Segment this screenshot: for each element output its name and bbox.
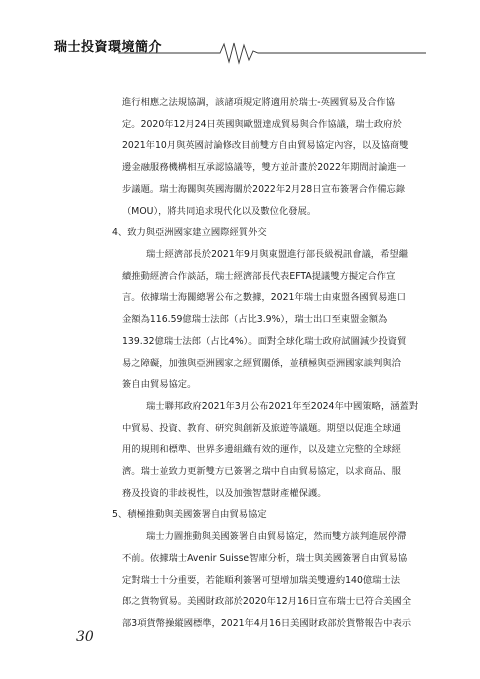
section-heading: 5、積極推動與美國簽署自由貿易協定	[112, 509, 267, 520]
paragraph-line: 濟。瑞士並致力更新雙方已簽署之瑞中自由貿易協定，以求商品、服	[122, 466, 401, 477]
paragraph-line: 139.32億瑞士法郎（占比4%）。面對全球化瑞士政府試圖減少投資貿	[122, 336, 407, 347]
paragraph-line: 步議題。瑞士海關與英國海關於2022年2月28日宣布簽署合作備忘錄	[122, 184, 406, 195]
paragraph-line: 進行相應之法規協調，該諸項規定將適用於瑞士-英國貿易及合作協	[122, 97, 395, 108]
paragraph-line: 邊金融服務機構相互承認協議等，雙方並計畫於2022年期間討論進一	[122, 162, 406, 173]
paragraph-line: （MOU），將共同追求現代化以及數位化發展。	[122, 206, 317, 217]
paragraph-line: 瑞士經濟部長於2021年9月與東盟進行部長級視訊會議，希望繼	[146, 249, 408, 260]
paragraph-line: 務及投資的非歧視性，以及加強智慧財產權保護。	[122, 488, 327, 499]
paragraph-line: 瑞士力圖推動與美國簽署自由貿易協定，然而雙方談判進展停滯	[146, 531, 407, 542]
paragraph-line: 瑞士聯邦政府2021年3月公布2021年至2024年中國策略，涵蓋對	[146, 401, 419, 412]
page-number: 30	[76, 629, 94, 645]
paragraph-line: 定對瑞士十分重要，若能順利簽署可望增加瑞美雙邊約140億瑞士法	[122, 575, 401, 586]
paragraph-line: 定。2020年12月24日英國與歐盟達成貿易與合作協議，瑞士政府於	[122, 119, 402, 130]
paragraph-line: 用的規則和標準、世界多邊組織有效的運作，以及建立完整的全球經	[122, 444, 401, 455]
header-title: 瑞士投資環境簡介	[54, 40, 163, 55]
section-heading: 4、致力與亞洲國家建立國際經質外交	[112, 227, 267, 238]
paragraph-line: 郎之貨物貿易。美國財政部於2020年12月16日宣布瑞士已符合美國全	[122, 596, 412, 607]
paragraph-line: 中貿易、投資、教育、研究與創新及旅遊等議題。期望以促進全球通	[122, 423, 401, 434]
header-decorative-rule	[0, 40, 480, 66]
paragraph-line: 不前。依據瑞士Avenir Suisse智庫分析，瑞士與美國簽署自由貿易協	[122, 553, 408, 564]
paragraph-line-overflow: 部3項貨幣操縱國標準，2021年4月16日美國財政部於貨幣報告中表示	[122, 618, 412, 629]
paragraph-line: 簽自由貿易協定。	[122, 379, 197, 390]
paragraph-line: 易之障礙，加強與亞洲國家之經貿關係，並積極與亞洲國家談判與洽	[122, 358, 401, 369]
paragraph-line: 2021年10月與英國討論修改目前雙方自由貿易協定內容，以及協商雙	[122, 140, 409, 151]
paragraph-line: 言。依據瑞士海關總署公布之數據，2021年瑞士由東盟各國貿易進口	[122, 292, 406, 303]
paragraph-line: 續推動經濟合作談話，瑞士經濟部長代表EFTA提議雙方擬定合作宣	[122, 271, 396, 282]
paragraph-line: 金額為116.59億瑞士法郎（占比3.9%），瑞士出口至東盟金額為	[122, 314, 388, 325]
